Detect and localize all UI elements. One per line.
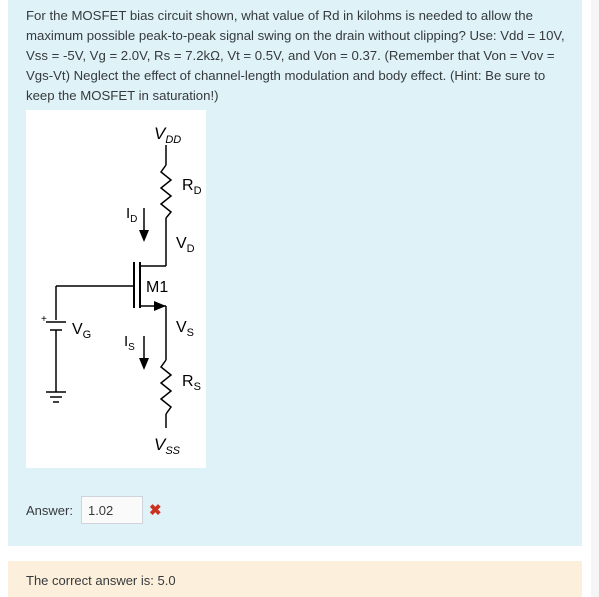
answer-label: Answer: xyxy=(26,502,73,518)
vdd-label: $V_{DD}$ xyxy=(154,124,182,146)
vs-label: $V_S$ xyxy=(176,319,195,339)
id-arrowhead xyxy=(139,230,149,242)
answer-input[interactable] xyxy=(81,496,143,524)
vg-plus: + xyxy=(41,314,47,325)
source-arrow xyxy=(154,301,166,311)
vg-label: $V_G$ xyxy=(72,321,92,341)
incorrect-icon: ✖ xyxy=(148,502,162,519)
feedback-panel xyxy=(8,561,582,597)
is-arrowhead xyxy=(139,358,149,370)
answer-row xyxy=(26,494,162,526)
rd-label: $R_D$ xyxy=(182,177,202,197)
question-text: For the MOSFET bias circuit shown, what value of Rd in kilohms is needed to allow the maximum possible peak-to-peak signal swing on the drain without clipping? Use: Vdd = 10V, Vss = -5V, Vg = 2.0V, Rs = 7.2kΩ, Vt = 0.5V, and Von = 0.37. (Remember that Von = Vov = Vgs-Vt) Neglect the effect of channel-length modulation and body effect. (Hint: Be sure to keep the MOSFET in saturation!) xyxy=(26,8,565,103)
vss-label: $V_{SS}$ xyxy=(154,435,181,457)
id-label: $I_D$ xyxy=(126,205,138,225)
question-panel xyxy=(8,0,582,546)
correct-answer-text: The correct answer is: 5.0 xyxy=(26,573,176,588)
circuit-diagram xyxy=(26,110,206,468)
scrollbar-track[interactable] xyxy=(591,0,599,597)
rs-resistor xyxy=(161,360,171,414)
is-label: $I_S$ xyxy=(124,333,135,353)
m1-label: M1 xyxy=(146,279,169,296)
rd-resistor xyxy=(161,165,171,218)
vd-label: $V_D$ xyxy=(176,235,195,255)
rs-label: $R_S$ xyxy=(182,373,201,393)
